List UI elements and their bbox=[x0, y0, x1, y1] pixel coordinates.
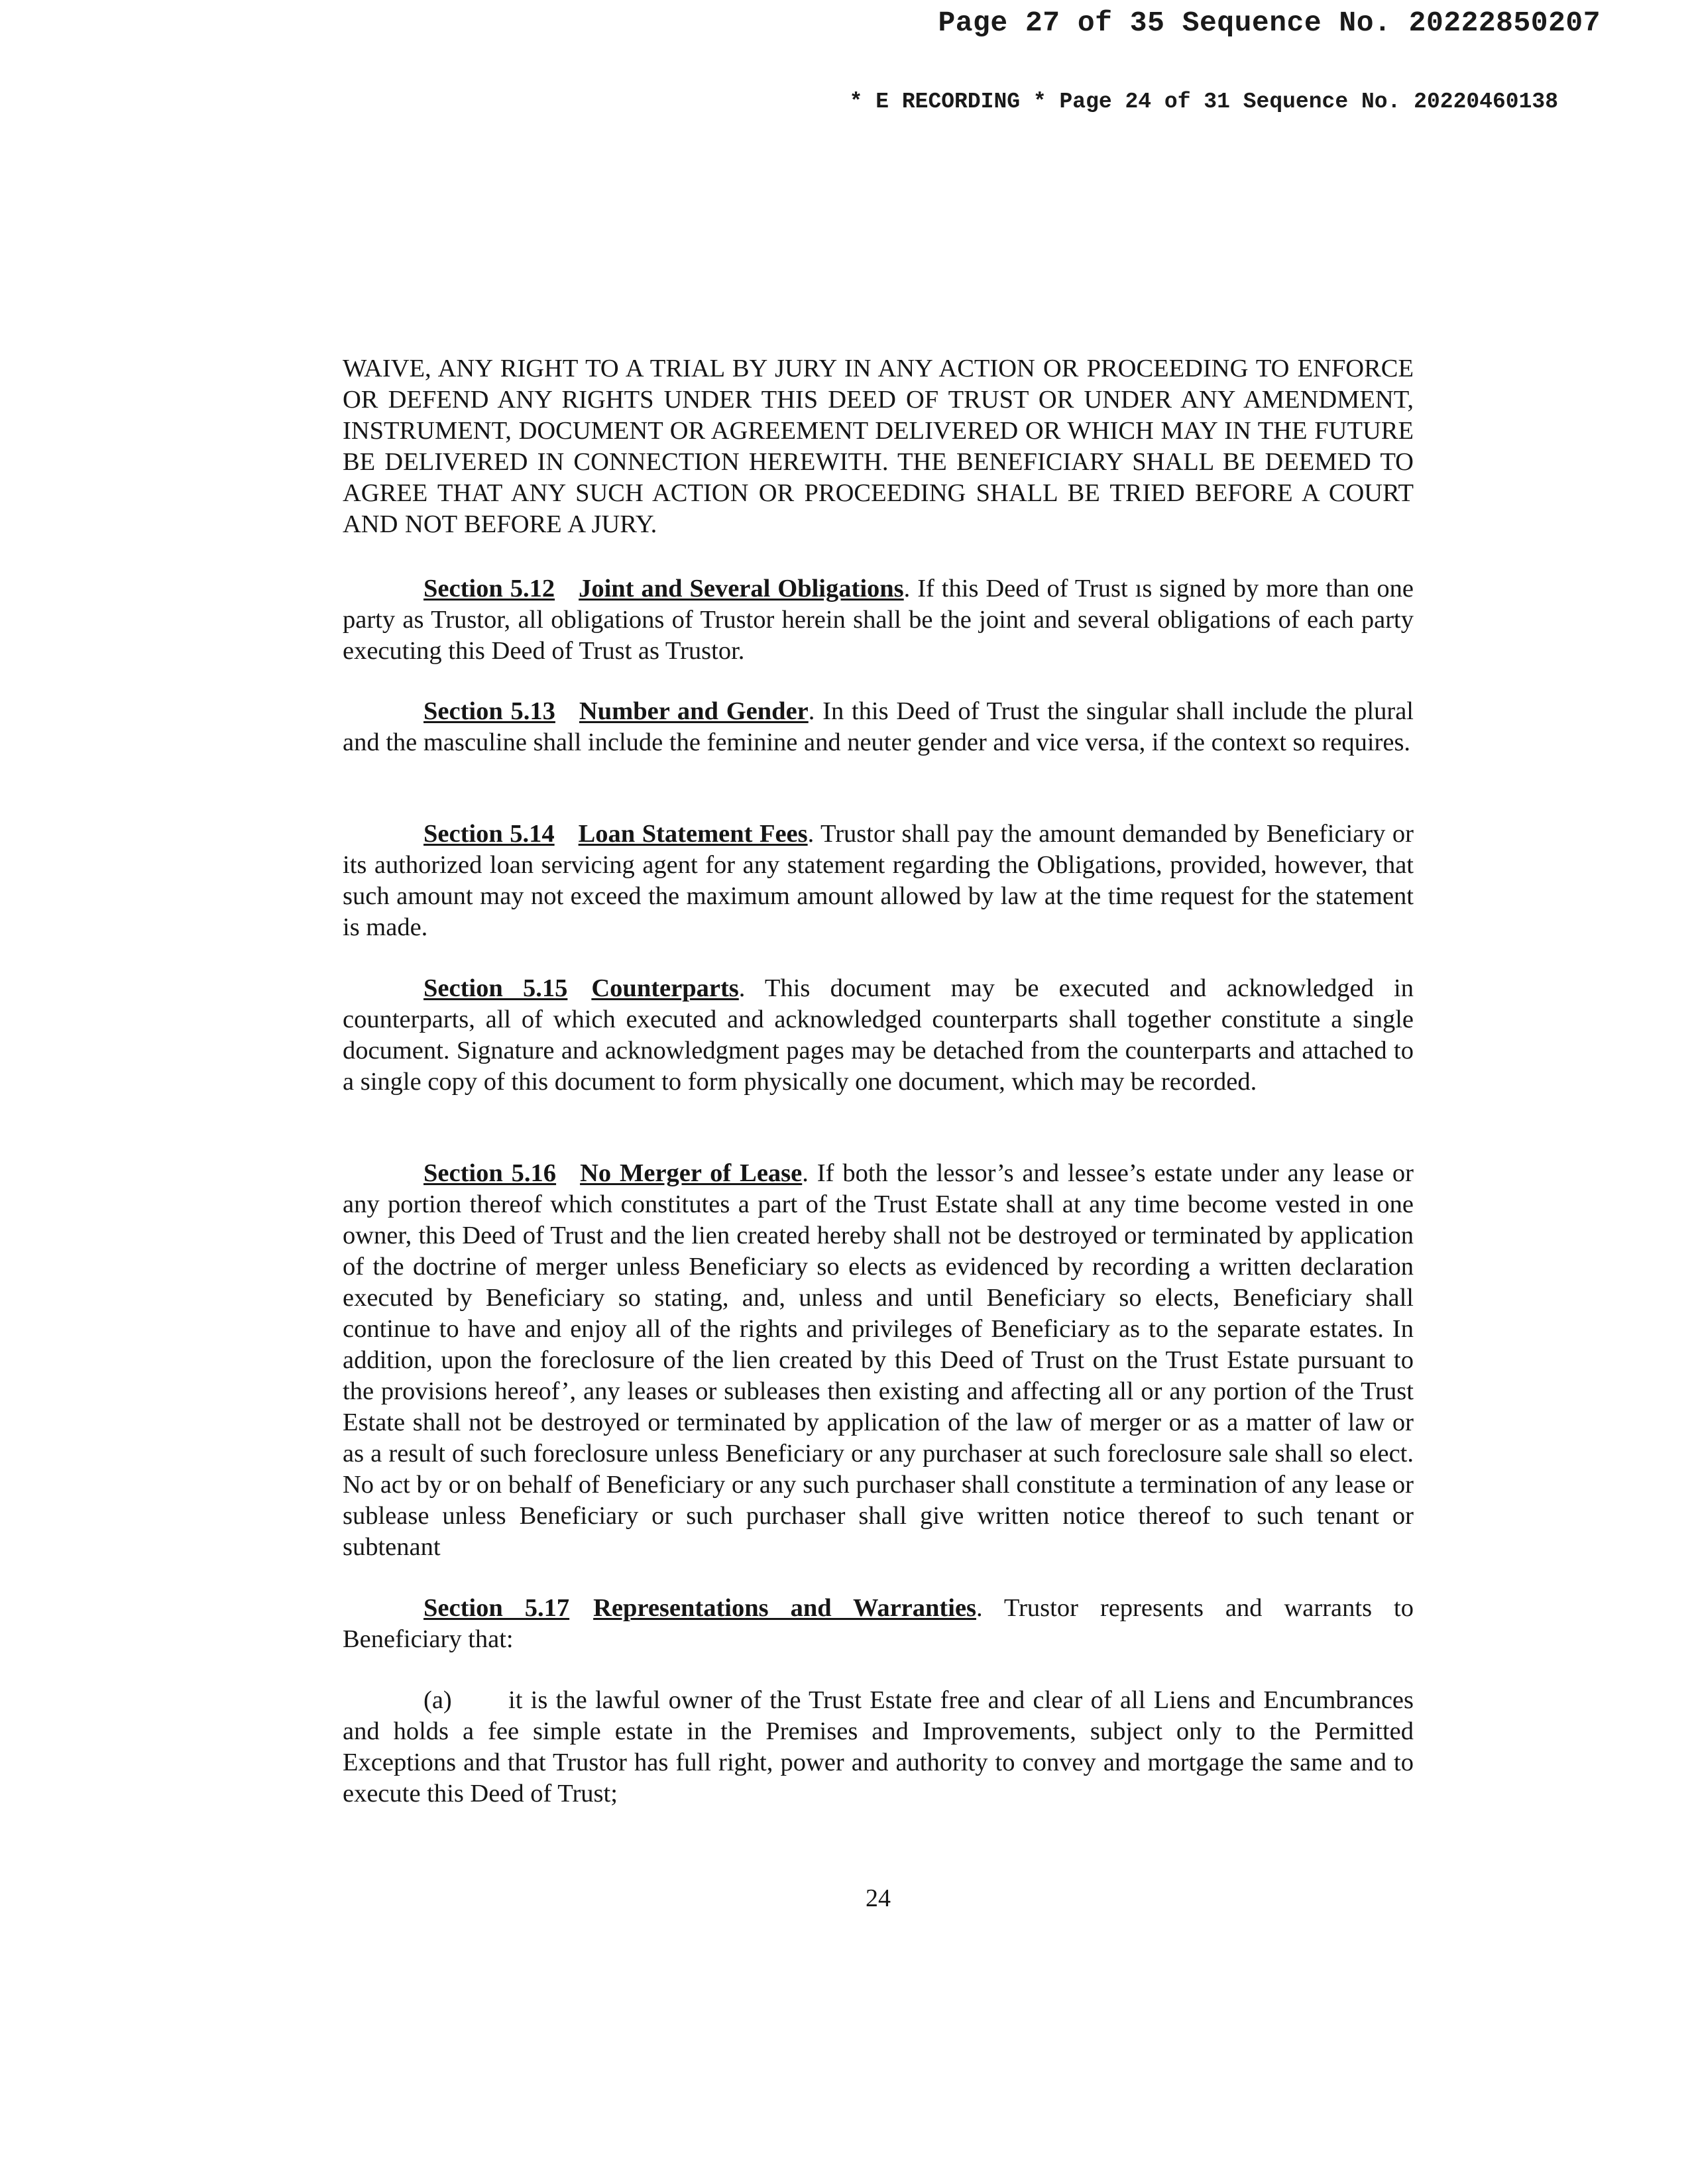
section-number: Section 5.12 bbox=[423, 575, 555, 603]
section-body: . If this Deed of Trust ıs signed by more than one party as Trustor, all obligations of Trustor herein shall be the joint and several obligations of each party executing this Deed of Trust as Trustor. bbox=[343, 575, 1414, 665]
subclause-label: (a) bbox=[423, 1686, 452, 1714]
section-body: . In this Deed of Trust the singular shall include the plural and the masculine shall include the feminine and neuter gender and vice versa, if the context so requires. bbox=[343, 697, 1414, 756]
section-5-17 bbox=[343, 1593, 1414, 1655]
section-body: . This document may be executed and acknowledged in counterparts, all of which executed and acknowledged counterparts shall together constitute a single document. Signature and acknowledgment pages may be detached from the counterparts and attached to a single copy of this document to form physically one document, which may be recorded. bbox=[343, 974, 1414, 1096]
recording-stamp-primary: Page 27 of 35 Sequence No. 20222850207 bbox=[938, 7, 1601, 39]
section-5-13 bbox=[343, 696, 1414, 758]
section-number: Section 5.15 bbox=[423, 974, 568, 1002]
section-5-16 bbox=[343, 1158, 1414, 1563]
section-title: No Merger of Lease bbox=[580, 1159, 803, 1187]
section-number: Section 5.14 bbox=[423, 820, 555, 848]
section-title: Counterparts bbox=[591, 974, 739, 1002]
section-title: Loan Statement Fees bbox=[578, 820, 808, 848]
section-body: . If both the lessor’s and lessee’s estate under any lease or any portion thereof which constitutes a part of the Trust Estate shall at any time become vested in one owner, this Deed of Trust and the lien created hereby shall not be destroyed or terminated by application of the doctrine of merger unless Beneficiary so elects as evidenced by recording a written declaration executed by Beneficiary so stating, and, unless and until Beneficiary so elects, Beneficiary shall continue to have and enjoy all of the rights and privileges of Beneficiary as to the separate estates. In addition, upon the foreclosure of the lien created by this Deed of Trust on the Trust Estate pursuant to the provisions hereof’, any leases or subleases then existing and affecting all or any portion of the Trust Estate shall not be destroyed or terminated by application of the law of merger or as a matter of law or as a result of such foreclosure unless Beneficiary or any purchaser at such foreclosure sale shall so elect. No act by or on behalf of Beneficiary or any such purchaser shall constitute a termination of any lease or sublease unless Beneficiary or such purchaser shall give written notice thereof to such tenant or subtenant bbox=[343, 1159, 1414, 1561]
section-5-12 bbox=[343, 573, 1414, 667]
section-body: . Trustor shall pay the amount demanded by Beneficiary or its authorized loan servicing agent for any statement regarding the Obligations, provided, however, that such amount may not exceed the maximum amount allowed by law at the time request for the statement is made. bbox=[343, 820, 1414, 941]
section-title: Number and Gender bbox=[579, 697, 809, 725]
section-body: . Trustor represents and warrants to Beneficiary that: bbox=[343, 1594, 1414, 1653]
section-title: Joint and Several Obligations bbox=[579, 575, 904, 603]
section-5-15 bbox=[343, 973, 1414, 1098]
page-number: 24 bbox=[866, 1884, 891, 1912]
subclause-body: it is the lawful owner of the Trust Estate free and clear of all Liens and Encumbrances and holds a fee simple estate in the Premises and Improvements, subject only to the Permitted Exceptions and that Trustor has full right, power and authority to convey and mortgage the same and to execute this Deed of Trust; bbox=[343, 1686, 1414, 1808]
recording-stamp-secondary: * E RECORDING * Page 24 of 31 Sequence No. 20220460138 bbox=[849, 89, 1558, 114]
section-5-14 bbox=[343, 819, 1414, 943]
section-title: Representations and Warranties bbox=[593, 1594, 977, 1622]
subclause-a bbox=[343, 1685, 1414, 1810]
section-number: Section 5.16 bbox=[423, 1159, 557, 1187]
jury-waiver-continuation: WAIVE, ANY RIGHT TO A TRIAL BY JURY IN ANY ACTION OR PROCEEDING TO ENFORCE OR DEFEND ANY RIGHTS UNDER THIS DEED OF TRUST OR UNDER ANY AMENDMENT, INSTRUMENT, DOCUMENT OR AGREEMENT DELIVERED OR WHICH MAY IN THE FUTURE BE DELIVERED IN CONNECTION HEREWITH. THE BENEFICIARY SHALL BE DEEMED TO AGREE THAT ANY SUCH ACTION OR PROCEEDING SHALL BE TRIED BEFORE A COURT AND NOT BEFORE A JURY. bbox=[343, 355, 1414, 538]
section-number: Section 5.13 bbox=[423, 697, 555, 725]
section-number: Section 5.17 bbox=[423, 1594, 570, 1622]
